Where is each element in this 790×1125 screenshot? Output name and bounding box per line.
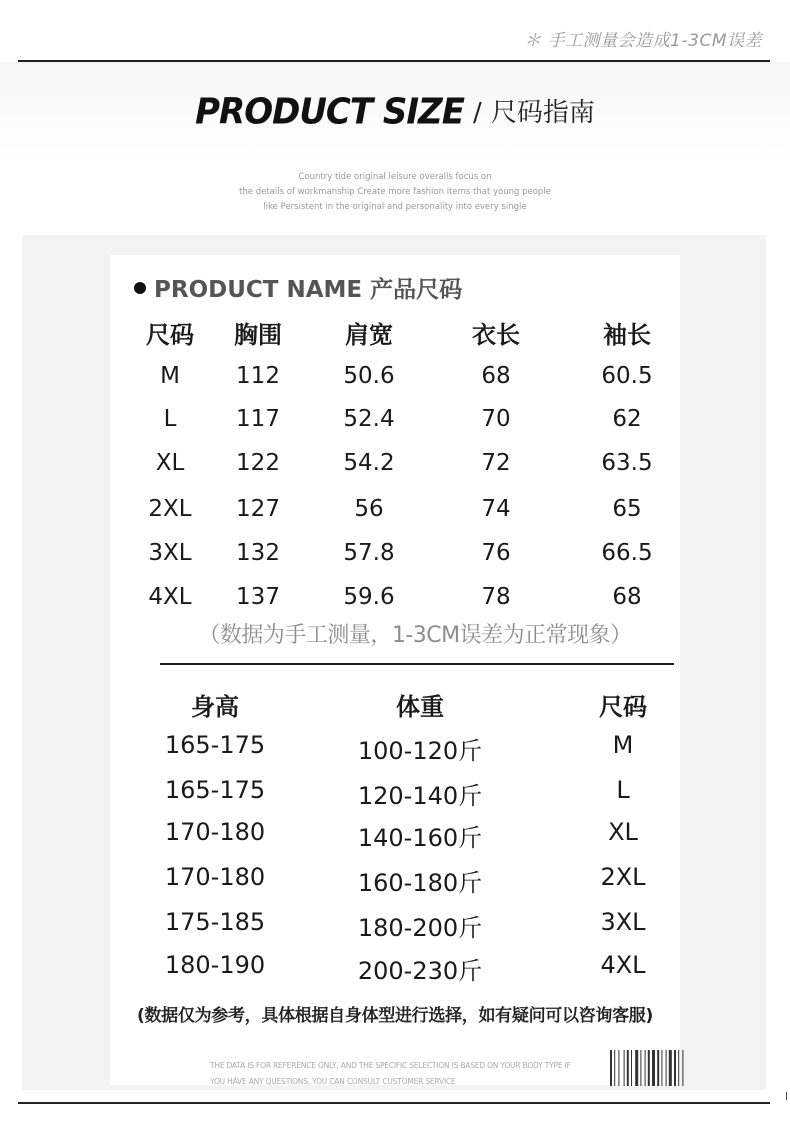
size-table-cell: 68 xyxy=(612,584,642,610)
size-table-cell: 3XL xyxy=(148,540,192,566)
section-title-text: PRODUCT NAME 产品尺码 xyxy=(154,277,463,303)
size-table-cell: 68 xyxy=(481,363,511,389)
fit-table-cell: 180-190 xyxy=(164,951,266,979)
title-separator: / xyxy=(473,98,482,128)
fit-table-cell: 2XL xyxy=(600,863,646,891)
size-table-cell: 65 xyxy=(612,496,642,522)
size-table-cell: 127 xyxy=(236,496,280,522)
fit-table-cell: 140-160斤 xyxy=(357,824,483,852)
fit-table-header-cell: 身高 xyxy=(191,693,239,721)
size-table-cell: 117 xyxy=(236,406,280,432)
size-table-cell: 62 xyxy=(612,406,642,432)
intro-line: Country tide original leisure overalls focus on xyxy=(298,172,492,182)
size-table-cell: 52.4 xyxy=(343,406,395,432)
size-table-header-cell: 袖长 xyxy=(603,321,651,349)
size-table-cell: 63.5 xyxy=(601,450,653,476)
fit-table-header-cell: 尺码 xyxy=(599,693,647,721)
size-table-cell: 66.5 xyxy=(601,540,653,566)
fit-table-cell: M xyxy=(612,731,634,759)
bullet-icon xyxy=(134,282,146,294)
size-table-cell: 50.6 xyxy=(343,363,395,389)
size-table-cell: 2XL xyxy=(148,496,192,522)
size-table-cell: 78 xyxy=(481,584,511,610)
size-table-cell: 137 xyxy=(236,584,280,610)
size-table-cell: 56 xyxy=(354,496,384,522)
size-table-cell: 70 xyxy=(481,406,511,432)
size-table-cell: 59.6 xyxy=(343,584,395,610)
size-table-cell: 76 xyxy=(481,540,511,566)
size-table-cell: 54.2 xyxy=(343,450,395,476)
size-table-header-cell: 尺码 xyxy=(146,321,194,349)
title-chinese: 尺码指南 xyxy=(490,98,595,128)
title-english: PRODUCT SIZE xyxy=(195,91,464,133)
fit-table-cell: 165-175 xyxy=(164,776,266,804)
size-table-cell: 60.5 xyxy=(601,363,653,389)
bottom-divider xyxy=(18,1102,770,1104)
fit-table-cell: 165-175 xyxy=(164,731,266,759)
size-table-cell: 112 xyxy=(236,363,280,389)
size-table-header-cell: 胸围 xyxy=(234,321,282,349)
fit-table-cell: L xyxy=(616,776,630,804)
size-table-cell: XL xyxy=(155,450,185,476)
size-table-cell: 132 xyxy=(236,540,280,566)
intro-line: the details of workmanship Create more fashion items that young people xyxy=(239,187,551,197)
size-table-cell: M xyxy=(160,363,180,389)
barcode-icon xyxy=(608,1048,696,1088)
fit-table-cell: 170-180 xyxy=(164,818,266,846)
footer-fine-print xyxy=(210,1058,571,1090)
fit-table-cell: 180-200斤 xyxy=(357,914,483,942)
fit-table-cell: 3XL xyxy=(600,908,646,936)
measurement-error-note: ＊ 手工测量会造成1-3CM误差 xyxy=(524,31,762,51)
fine-print-line: YOU HAVE ANY QUESTIONS, YOU CAN CONSULT CUSTOMER SERVICE xyxy=(210,1077,456,1086)
size-table-cell: 74 xyxy=(481,496,511,522)
size-table-cell: 57.8 xyxy=(343,540,395,566)
size-table-cell: 122 xyxy=(236,450,280,476)
size-table-header-cell: 衣长 xyxy=(472,321,520,349)
fit-table-cell: 160-180斤 xyxy=(357,869,483,897)
fine-print-line: THE DATA IS FOR REFERENCE ONLY, AND THE SPECIFIC SELECTION IS BASED ON YOUR BODY TYPE IF xyxy=(210,1061,571,1070)
fit-table-cell: 100-120斤 xyxy=(357,737,483,765)
size-table-header-cell: 肩宽 xyxy=(345,321,393,349)
fit-table-cell: 120-140斤 xyxy=(357,782,483,810)
intro-text xyxy=(0,170,790,215)
intro-line: like Persistent in the original and personality into every single xyxy=(263,202,527,212)
page-title xyxy=(0,92,790,132)
fit-table-cell: XL xyxy=(608,818,638,846)
section-title xyxy=(134,271,462,304)
fit-table-header-cell: 体重 xyxy=(396,693,444,721)
size-table-cell: L xyxy=(163,406,177,432)
measurement-note: （数据为手工测量，1-3CM误差为正常现象） xyxy=(198,623,632,648)
table-divider xyxy=(160,663,674,665)
size-table-cell: 72 xyxy=(481,450,511,476)
fit-table-cell: 4XL xyxy=(600,951,646,979)
fit-table-cell: 200-230斤 xyxy=(357,957,483,985)
fit-table-cell: 175-185 xyxy=(164,908,266,936)
reference-note: (数据仅为参考，具体根据自身体型进行选择，如有疑问可以咨询客服) xyxy=(137,1006,653,1026)
fit-table-cell: 170-180 xyxy=(164,863,266,891)
size-table-cell: 4XL xyxy=(148,584,192,610)
edge-mark xyxy=(786,1092,787,1100)
